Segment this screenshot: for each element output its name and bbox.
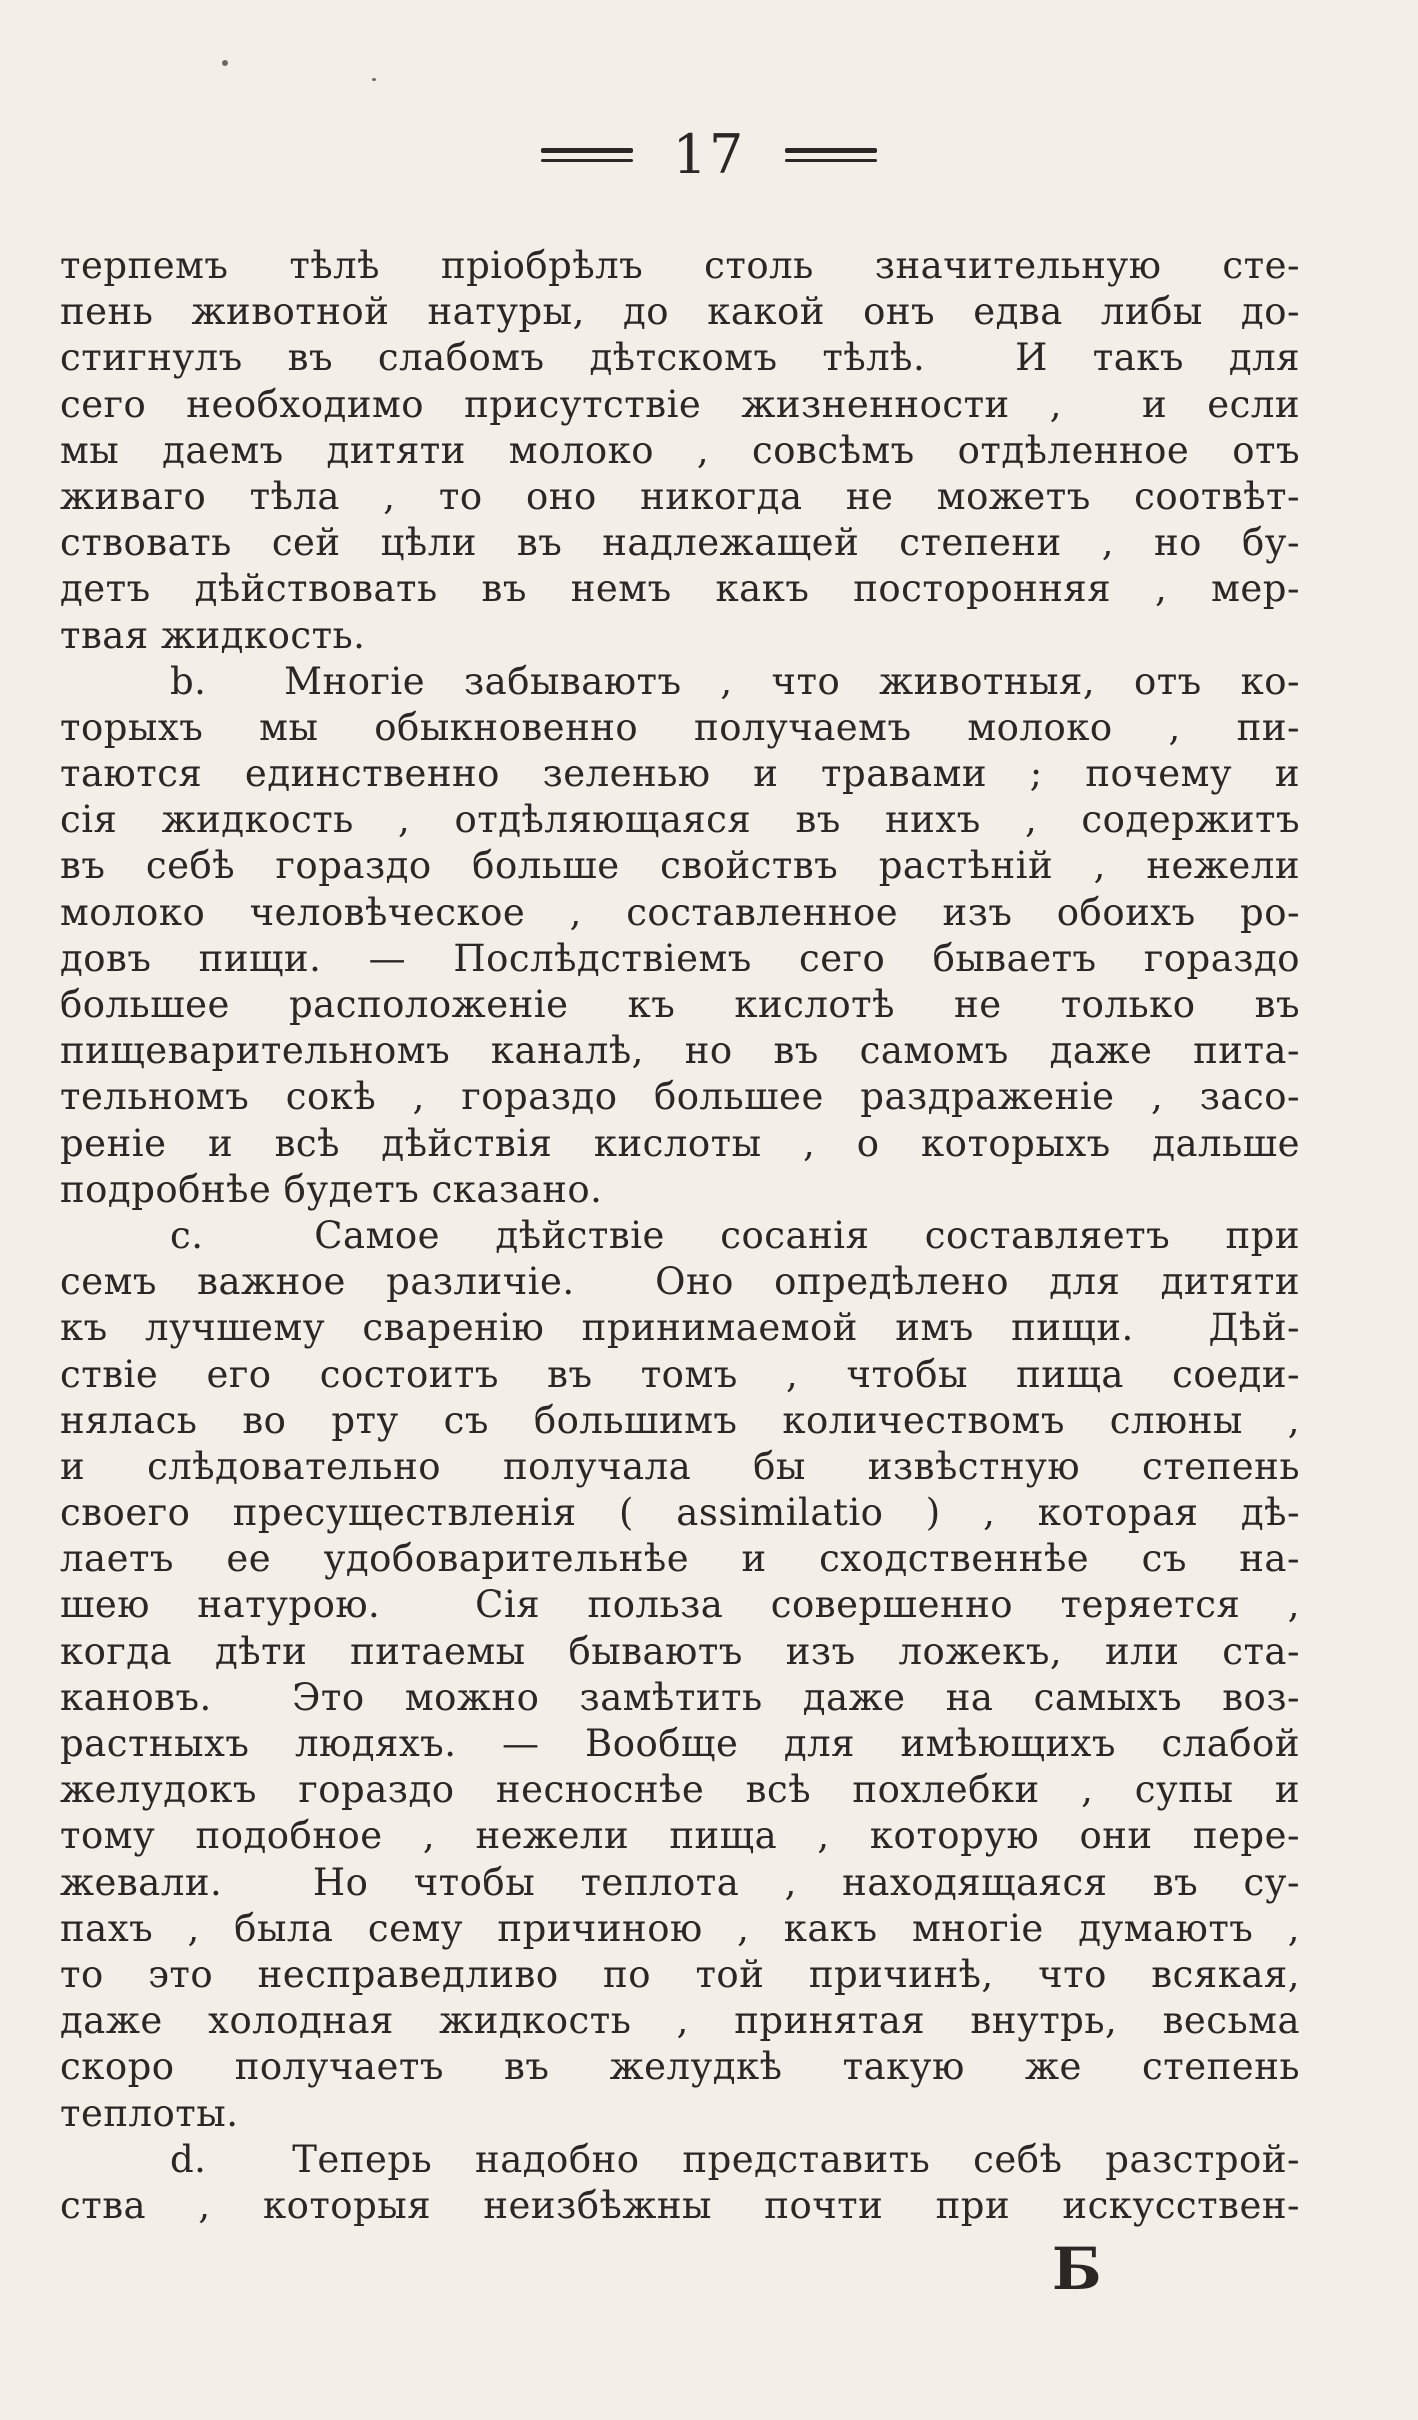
text-line: живаго тѣла , то оно никогда не можетъ соотвѣт- [60,474,1300,518]
body-text [60,243,1300,2229]
text-line: ства , которыя неизбѣжны почти при искусствен- [60,2183,1300,2227]
signature-mark: Б [1052,2235,1102,2303]
text-line: кановъ. Это можно замѣтить даже на самыхъ воз- [60,1675,1300,1719]
text-line: растныхъ людяхъ. — Вообще для имѣющихъ слабой [60,1722,1300,1765]
page-number: 17 [672,123,746,186]
page-header [0,123,1418,186]
paragraph-b-first-line: b. Многіе забываютъ , что животныя, отъ ко- [170,659,1300,703]
text-line: реніе и всѣ дѣйствія кислоты , о которыхъ дальше [60,1121,1300,1165]
ink-speck [372,78,376,81]
text-line: таются единственно зеленью и травами ; почему и [60,752,1300,796]
text-line: своего пресуществленія ( assimilatio ) , которая дѣ- [60,1491,1300,1535]
text-line: молоко человѣческое , составленное изъ обоихъ ро- [60,890,1300,934]
text-line: тому подобное , нежели пища , которую они пере- [60,1814,1300,1858]
text-line: стигнулъ въ слабомъ дѣтскомъ тѣлѣ. И такъ для [60,336,1300,380]
text-line: тельномъ сокѣ , гораздо большее раздраженіе , засо- [60,1075,1300,1119]
text-line: сего необходимо присутствіе жизненности , и если [60,382,1300,426]
text-line: торыхъ мы обыкновенно получаемъ молоко , пи- [60,705,1300,749]
text-line: нялась во рту съ большимъ количествомъ слюны , [60,1398,1300,1442]
text-line: твая жидкость. [60,613,366,657]
text-line: ствіе его состоитъ въ томъ , чтобы пища соеди- [60,1352,1300,1396]
header-rule-right [785,148,877,162]
text-line: жевали. Но чтобы теплота , находящаяся въ су- [60,1860,1300,1904]
text-line: теплоты. [60,2091,239,2135]
text-line: терпемъ тѣлѣ пріобрѣлъ столь значительную сте- [60,244,1300,287]
text-line: къ лучшему сваренію принимаемой имъ пищи. Дѣй- [60,1306,1300,1350]
text-line: въ себѣ гораздо больше свойствъ растѣній , нежели [60,844,1300,888]
paragraph-c-first-line: c. Самое дѣйствіе сосанія составляетъ при [170,1213,1300,1257]
text-line: детъ дѣйствовать въ немъ какъ посторонняя , мер- [60,567,1300,611]
text-line: когда дѣти питаемы бываютъ изъ ложекъ, или ста- [60,1629,1300,1673]
text-line: пищеварительномъ каналѣ, но въ самомъ даже пита- [60,1029,1300,1073]
text-line: ствовать сей цѣли въ надлежащей степени , но бу- [60,521,1300,565]
text-line: сія жидкость , отдѣляющаяся въ нихъ , содержитъ [60,798,1300,842]
paragraph-d-first-line: d. Теперь надобно представить себѣ разстрой- [170,2137,1300,2181]
text-line: пахъ , была сему причиною , какъ многіе думаютъ , [60,1906,1300,1950]
text-line: даже холодная жидкость , принятая внутрь, весьма [60,1999,1300,2043]
text-line: то это несправедливо по той причинѣ, что всякая, [60,1952,1300,1996]
text-line: мы даемъ дитяти молоко , совсѣмъ отдѣленное отъ [60,428,1300,472]
text-line: семъ важное различіе. Оно опредѣлено для дитяти [60,1260,1300,1304]
header-rule-left [541,148,633,162]
text-line: большее расположеніе къ кислотѣ не только въ [60,983,1300,1026]
text-line: желудокъ гораздо несноснѣе всѣ похлебки , супы и [60,1768,1300,1812]
text-line: подробнѣе будетъ сказано. [60,1167,603,1211]
text-line: пень животной натуры, до какой онъ едва либы до- [60,290,1300,334]
text-line: и слѣдовательно получала бы извѣстную степень [60,1444,1300,1488]
text-line: довъ пищи. — Послѣдствіемъ сего бываетъ гораздо [60,936,1300,980]
text-line: скоро получаетъ въ желудкѣ такую же степень [60,2045,1300,2089]
ink-speck [222,60,228,66]
text-line: шею натурою. Сія польза совершенно теряется , [60,1583,1300,1627]
text-line: лаетъ ее удобоварительнѣе и сходственнѣе съ на- [60,1537,1300,1581]
